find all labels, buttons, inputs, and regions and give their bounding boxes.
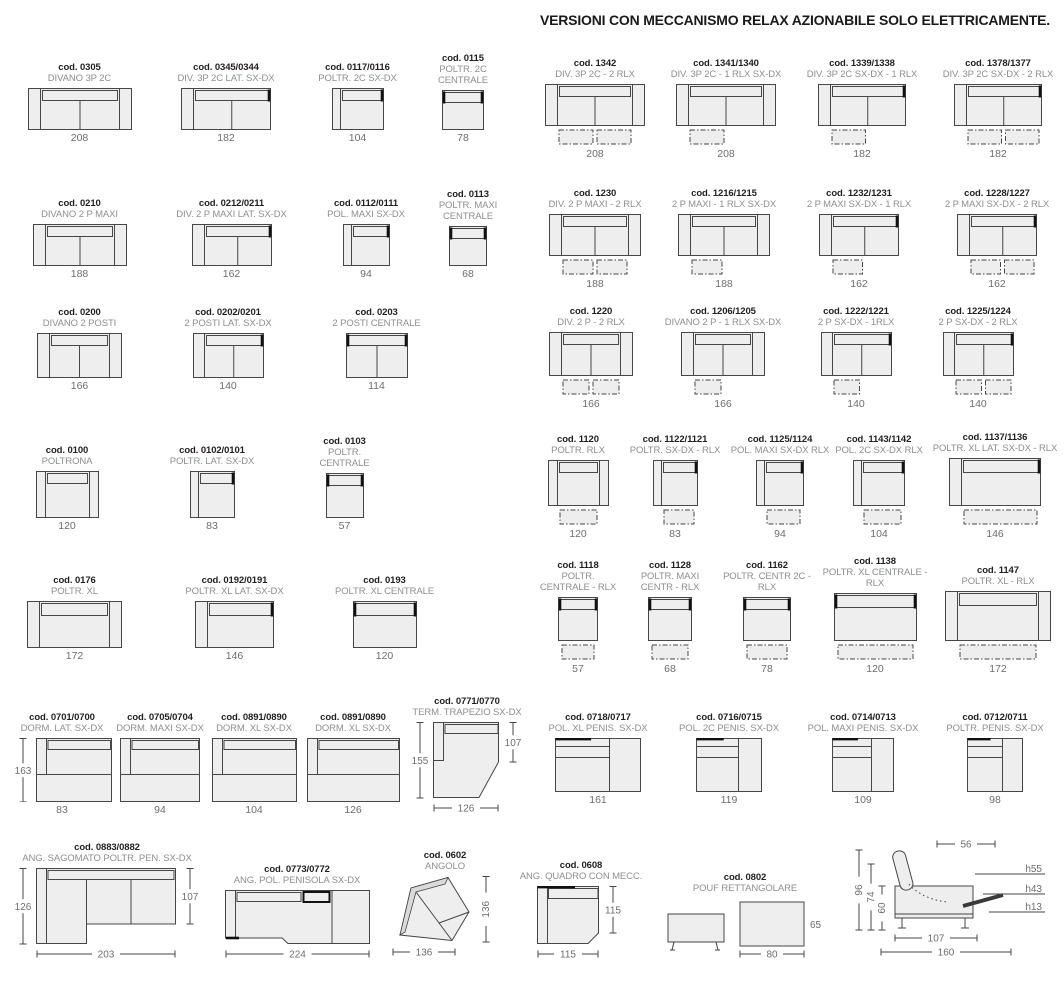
module-code: cod. 0771/0770	[434, 696, 500, 708]
module-1378-1377	[932, 58, 1064, 160]
module-code: cod. 0117/0116	[325, 62, 390, 74]
module-diagram	[666, 898, 824, 962]
module-name: POLTR. CENTR 2C - RLX	[723, 571, 811, 594]
module-row	[12, 408, 524, 532]
module-0891-0890	[304, 712, 402, 816]
module-0345-0344	[161, 62, 291, 144]
module-0113	[428, 189, 508, 280]
module-name: DORM. XL SX-DX	[216, 723, 292, 735]
module-name: POLTR. MAXI CENTR - RLX	[640, 571, 700, 594]
module-name: POLTR. PENIS. SX-DX	[946, 723, 1044, 735]
module-1138	[818, 556, 932, 675]
module-width-dim: 83	[56, 804, 68, 816]
module-width-dim: 172	[989, 663, 1007, 675]
module-width-dim: 126	[344, 804, 362, 816]
module-0712-0711	[936, 712, 1054, 806]
module-width-dim: 114	[368, 380, 385, 392]
module-1342	[536, 58, 654, 160]
module-name: DORM. MAXI SX-DX	[116, 723, 204, 735]
module-row	[12, 288, 524, 392]
module-row	[536, 418, 1062, 540]
module-diagram	[756, 460, 804, 526]
module-width-dim: 98	[989, 794, 1001, 806]
svg-text:115: 115	[605, 905, 621, 917]
module-diagram	[346, 333, 408, 378]
module-1225-1224	[920, 306, 1036, 410]
module-0100	[12, 445, 122, 532]
module-diagram	[943, 332, 1014, 396]
module-name: DIVANO 2 P MAXI	[41, 209, 118, 221]
module-code: cod. 0718/0717	[565, 712, 631, 724]
module-0103	[302, 436, 387, 532]
svg-text:60: 60	[876, 902, 888, 914]
module-code: cod. 1225/1224	[945, 306, 1011, 318]
module-name: 2 P MAXI - 1 RLX SX-DX	[671, 199, 777, 211]
svg-text:80: 80	[766, 949, 778, 961]
module-width-dim: 140	[847, 398, 865, 410]
svg-text:126: 126	[457, 803, 475, 815]
module-diagram	[190, 471, 235, 518]
svg-text:96: 96	[853, 884, 865, 896]
sofa-profile	[842, 831, 1052, 962]
module-name: DIV. 3P 2C SX-DX - 1 RLX	[806, 69, 918, 81]
module-name: DIV. 2 P - 2 RLX	[557, 317, 625, 329]
svg-text:203: 203	[97, 949, 115, 961]
module-code: cod. 0212/0211	[198, 198, 265, 210]
module-name: POLTR. XL LAT. SX-DX - RLX	[932, 443, 1058, 455]
module-diagram	[36, 471, 99, 518]
module-0716-0715	[668, 712, 790, 806]
svg-text:h55: h55	[1024, 864, 1042, 875]
module-code: cod. 0202/0201	[195, 307, 261, 319]
module-1147	[936, 565, 1060, 675]
module-diagram	[548, 460, 609, 526]
module-width-dim: 146	[225, 650, 244, 662]
module-diagram	[696, 738, 762, 792]
module-code: cod. 0176	[53, 575, 96, 587]
module-diagram	[33, 224, 127, 266]
svg-text:107: 107	[504, 737, 522, 749]
module-diagram	[193, 333, 264, 378]
module-0115	[424, 53, 502, 144]
module-1125-1124	[730, 434, 830, 540]
module-diagram	[212, 738, 297, 802]
module-name: POLTR. XL LAT. SX-DX	[185, 586, 284, 598]
module-width-dim: 146	[986, 528, 1004, 540]
module-1232-1231	[794, 188, 924, 290]
module-diagram	[558, 597, 598, 661]
module-name: POLTR. XL - RLX	[961, 576, 1035, 588]
module-0305	[12, 62, 147, 144]
module-width-dim: 188	[715, 278, 733, 290]
module-1162	[720, 560, 814, 675]
module-1143-1142	[831, 434, 927, 540]
svg-text:h43: h43	[1024, 884, 1042, 895]
module-diagram	[954, 84, 1042, 146]
module-width-dim: 94	[774, 528, 786, 540]
module-diagram	[743, 597, 791, 661]
module-diagram	[343, 224, 390, 266]
module-code: cod. 0115	[442, 53, 484, 65]
module-diagram	[653, 460, 698, 526]
module-row	[12, 170, 524, 280]
module-width-dim: 104	[245, 804, 263, 816]
module-diagram	[678, 214, 770, 276]
module-name: POL. 2C PENIS. SX-DX	[679, 723, 779, 735]
module-width-dim: 109	[854, 794, 872, 806]
module-diagram	[676, 84, 776, 146]
module-1220	[536, 306, 646, 410]
module-0802	[664, 872, 826, 962]
module-code: cod. 0345/0344	[193, 62, 259, 74]
module-code: cod. 1339/1338	[829, 58, 895, 70]
module-width-dim: 162	[988, 278, 1006, 290]
module-diagram	[192, 224, 272, 266]
module-name: DIVANO 3P 2C	[47, 73, 112, 85]
module-code: cod. 1220	[569, 306, 613, 318]
module-width-dim: 120	[375, 650, 394, 662]
module-width-dim: 182	[853, 148, 871, 160]
module-row	[536, 700, 1062, 806]
module-row	[536, 172, 1062, 290]
module-width-dim: 57	[338, 520, 351, 532]
module-width-dim: 188	[586, 278, 604, 290]
module-name: POLTR. XL CENTRALE - RLX	[822, 567, 928, 590]
module-width-dim: 208	[717, 148, 735, 160]
module-name: DORM. XL SX-DX	[315, 723, 391, 735]
module-0883-0882	[12, 842, 202, 962]
module-code: cod. 0200	[58, 307, 101, 319]
module-1128	[624, 560, 716, 675]
module-width-dim: 119	[720, 794, 738, 806]
module-code: cod. 0193	[363, 575, 406, 587]
module-width-dim: 57	[572, 663, 584, 675]
module-width-dim: 94	[360, 268, 372, 280]
module-code: cod. 1162	[746, 560, 788, 572]
module-code: cod. 1230	[573, 188, 617, 200]
module-width-dim: 78	[457, 132, 469, 144]
module-code: cod. 0712/0711	[962, 712, 1028, 724]
module-1118	[536, 560, 620, 675]
module-name: DIVANO 2 POSTI	[42, 318, 117, 330]
module-0210	[12, 198, 147, 280]
module-code: cod. 0701/0700	[29, 712, 95, 724]
module-width-dim: 68	[664, 663, 676, 675]
module-width-dim: 162	[222, 268, 241, 280]
module-0102-0101	[142, 445, 282, 532]
module-row	[12, 32, 524, 144]
module-diagram	[555, 738, 641, 792]
module-row	[12, 676, 524, 816]
module-0705-0704	[116, 712, 204, 816]
module-code: cod. 1122/1121	[642, 434, 708, 446]
module-code: cod. 1118	[557, 560, 599, 572]
module-diagram	[818, 84, 906, 146]
module-diagram	[27, 601, 122, 648]
module-width-dim: 83	[669, 528, 681, 540]
module-width-dim: 208	[70, 132, 89, 144]
module-diagram	[853, 460, 905, 526]
module-1206-1205	[654, 306, 792, 410]
module-diagram	[537, 886, 625, 962]
module-0773-0772	[218, 864, 376, 962]
module-name: POL. MAXI PENIS. SX-DX	[807, 723, 919, 735]
module-diagram	[332, 88, 384, 130]
module-name: DIVANO 2 P - 1 RLX SX-DX	[664, 317, 782, 329]
module-name: POL. 2C SX-DX RLX	[835, 445, 923, 457]
module-1137-1136	[928, 432, 1062, 540]
module-code: cod. 1222/1221	[823, 306, 889, 318]
module-width-dim: 140	[219, 380, 237, 392]
module-name: POLTRONA	[41, 456, 93, 468]
module-name: ANG. SAGOMATO POLTR. PEN. SX-DX	[22, 853, 192, 865]
svg-text:56: 56	[959, 839, 972, 851]
module-code: cod. 1228/1227	[964, 188, 1030, 200]
module-1230	[536, 188, 654, 290]
module-width-dim: 166	[714, 398, 732, 410]
module-code: cod. 0716/0715	[696, 712, 762, 724]
module-row	[12, 832, 1058, 962]
module-code: cod. 0113	[447, 189, 489, 201]
module-diagram	[945, 591, 1051, 661]
module-code: cod. 0891/0890	[320, 712, 386, 724]
module-0117-0116	[305, 62, 410, 144]
module-diagram	[326, 473, 364, 518]
module-0714-0713	[798, 712, 928, 806]
module-code: cod. 0305	[58, 62, 101, 74]
svg-text:163: 163	[14, 765, 32, 777]
svg-text:107: 107	[181, 891, 199, 903]
module-width-dim: 166	[582, 398, 600, 410]
module-diagram	[949, 458, 1041, 526]
svg-text:160: 160	[937, 947, 954, 959]
module-diagram	[821, 332, 892, 396]
module-code: cod. 0773/0772	[264, 864, 330, 876]
module-1339-1338	[798, 58, 926, 160]
module-width-dim: 162	[850, 278, 868, 290]
svg-text:155: 155	[411, 755, 429, 767]
module-diagram	[28, 88, 132, 130]
module-width-dim: 140	[969, 398, 987, 410]
module-code: cod. 0891/0890	[221, 712, 287, 724]
module-diagram	[307, 738, 400, 802]
module-1228-1227	[930, 188, 1064, 290]
module-code: cod. 1138	[854, 556, 896, 568]
module-code: cod. 1128	[649, 560, 691, 572]
module-name: DIV. 3P 2C - 1 RLX SX-DX	[670, 69, 782, 81]
module-diagram	[37, 333, 122, 378]
module-1222-1221	[800, 306, 912, 410]
module-width-dim: 83	[206, 520, 218, 532]
module-diagram	[409, 722, 525, 816]
module-name: DIV. 2 P MAXI LAT. SX-DX	[176, 209, 287, 221]
module-diagram	[967, 738, 1023, 792]
module-name: ANGOLO	[424, 861, 466, 873]
module-code: cod. 0210	[58, 198, 101, 210]
module-name: POUF RETTANGOLARE	[692, 883, 798, 895]
module-name: POLTR. MAXI CENTRALE	[438, 200, 498, 223]
module-diagram	[549, 332, 633, 396]
module-diagram	[225, 890, 370, 962]
svg-text:74: 74	[865, 891, 877, 903]
module-diagram	[648, 597, 692, 661]
module-name: POLTR. SX-DX - RLX	[629, 445, 721, 457]
module-name: POLTR. LAT. SX-DX	[169, 456, 255, 468]
module-name: POLTR. 2C CENTRALE	[438, 64, 488, 87]
module-diagram	[449, 226, 487, 266]
module-0212-0211	[159, 198, 304, 280]
module-width-dim: 120	[58, 520, 76, 532]
module-name: TERM. TRAPEZIO SX-DX	[412, 707, 522, 719]
module-width-dim: 120	[569, 528, 587, 540]
module-name: POLTR. 2C SX-DX	[318, 73, 397, 85]
module-code: cod. 1125/1124	[747, 434, 813, 446]
module-diagram	[12, 868, 202, 962]
module-width-dim: 104	[870, 528, 888, 540]
module-name: POLTR. XL CENTRALE	[334, 586, 435, 598]
module-row	[536, 36, 1062, 160]
svg-text:107: 107	[927, 933, 944, 945]
module-width-dim: 94	[154, 804, 166, 816]
module-code: cod. 1206/1205	[690, 306, 756, 318]
svg-text:136: 136	[415, 947, 433, 959]
module-code: cod. 0602	[423, 850, 467, 862]
module-diagram	[442, 90, 484, 130]
module-code: cod. 0102/0101	[179, 445, 245, 457]
module-name: POLTR. XL	[51, 586, 98, 598]
module-row	[12, 542, 524, 662]
module-diagram	[392, 876, 498, 962]
module-diagram	[181, 88, 271, 130]
sofa-profile-diagram	[845, 834, 1050, 962]
module-name: POLTR. CENTRALE - RLX	[539, 571, 617, 594]
module-diagram	[549, 214, 641, 276]
module-width-dim: 120	[866, 663, 884, 675]
module-0202-0201	[163, 307, 293, 392]
page-title: VERSIONI CON MECCANISMO RELAX AZIONABILE SOLO ELETTRICAMENTE.	[540, 12, 1050, 28]
module-code: cod. 1342	[573, 58, 617, 70]
module-row	[536, 545, 1062, 675]
module-diagram	[834, 593, 917, 661]
module-1122-1121	[621, 434, 729, 540]
module-code: cod. 0608	[559, 860, 603, 872]
module-code: cod. 1137/1136	[962, 432, 1028, 444]
module-code: cod. 1120	[557, 434, 599, 446]
module-width-dim: 188	[70, 268, 89, 280]
module-width-dim: 68	[462, 268, 474, 280]
module-code: cod. 1341/1340	[693, 58, 759, 70]
module-0771-0770	[406, 696, 528, 816]
module-0192-0191	[157, 575, 312, 662]
module-0203	[309, 307, 444, 392]
svg-text:115: 115	[560, 949, 576, 961]
module-row	[536, 288, 1062, 410]
module-1216-1215	[660, 188, 788, 290]
module-width-dim: 208	[586, 148, 604, 160]
module-width-dim: 161	[589, 794, 607, 806]
module-diagram	[681, 332, 765, 396]
module-0701-0700	[12, 712, 112, 816]
module-name: ANG. QUADRO CON MECC.	[519, 871, 643, 883]
module-code: cod. 0103	[323, 436, 366, 448]
module-code: cod. 1143/1142	[846, 434, 912, 446]
module-1341-1340	[660, 58, 792, 160]
module-0608	[514, 860, 648, 962]
module-name: DIV. 3P 2C LAT. SX-DX	[177, 73, 275, 85]
module-0891-0890	[208, 712, 300, 816]
module-name: DORM. LAT. SX-DX	[20, 723, 104, 735]
module-code: cod. 0192/0191	[201, 575, 268, 587]
module-0200	[12, 307, 147, 392]
module-code: cod. 0802	[723, 872, 767, 884]
module-name: 2 P MAXI SX-DX - 1 RLX	[806, 199, 912, 211]
module-name: DIV. 2 P MAXI - 2 RLX	[548, 199, 642, 211]
module-code: cod. 0112/0111	[333, 198, 399, 210]
module-width-dim: 182	[989, 148, 1007, 160]
module-code: cod. 1232/1231	[826, 188, 892, 200]
module-width-dim: 104	[348, 132, 367, 144]
module-width-dim: 166	[70, 380, 89, 392]
module-name: POL. MAXI SX-DX RLX	[730, 445, 830, 457]
module-0176	[12, 575, 137, 662]
module-width-dim: 78	[761, 663, 773, 675]
module-diagram	[545, 84, 645, 146]
module-diagram	[12, 738, 112, 802]
module-code: cod. 0714/0713	[830, 712, 896, 724]
module-name: DIV. 3P 2C - 2 RLX	[555, 69, 635, 81]
module-code: cod. 0705/0704	[127, 712, 193, 724]
module-code: cod. 0203	[355, 307, 398, 319]
module-diagram	[819, 214, 899, 276]
module-0602	[392, 850, 498, 962]
module-name: POLTR. RLX	[551, 445, 605, 457]
module-name: 2 POSTI CENTRALE	[332, 318, 421, 330]
svg-text:224: 224	[288, 949, 306, 961]
svg-text:136: 136	[481, 900, 492, 918]
module-name: POLTR. CENTRALE	[319, 447, 370, 470]
module-0193	[332, 575, 437, 662]
module-name: POL. XL PENIS. SX-DX	[548, 723, 648, 735]
module-code: cod. 1147	[977, 565, 1019, 577]
module-name: 2 P SX-DX - 1RLX	[817, 317, 895, 329]
module-code: cod. 1378/1377	[965, 58, 1031, 70]
module-diagram	[957, 214, 1037, 276]
module-code: cod. 0883/0882	[74, 842, 140, 854]
module-name: POL. MAXI SX-DX	[327, 209, 405, 221]
module-diagram	[195, 601, 274, 648]
module-name: DIV. 3P 2C SX-DX - 2 RLX	[942, 69, 1054, 81]
module-name: ANG. POL. PENISOLA SX-DX	[233, 875, 361, 887]
module-0718-0717	[536, 712, 660, 806]
svg-text:65: 65	[810, 920, 822, 931]
module-diagram	[353, 601, 417, 648]
module-0112-0111	[316, 198, 416, 280]
module-width-dim: 172	[65, 650, 84, 662]
module-diagram	[120, 738, 200, 802]
module-width-dim: 182	[217, 132, 235, 144]
module-name: 2 P MAXI SX-DX - 2 RLX	[944, 199, 1050, 211]
module-1120	[536, 434, 620, 540]
svg-text:h13: h13	[1024, 902, 1042, 913]
module-name: 2 P SX-DX - 2 RLX	[938, 317, 1018, 329]
module-code: cod. 0100	[45, 445, 89, 457]
module-name: 2 POSTI LAT. SX-DX	[184, 318, 272, 330]
module-code: cod. 1216/1215	[691, 188, 757, 200]
svg-text:126: 126	[14, 901, 32, 913]
module-diagram	[832, 738, 894, 792]
